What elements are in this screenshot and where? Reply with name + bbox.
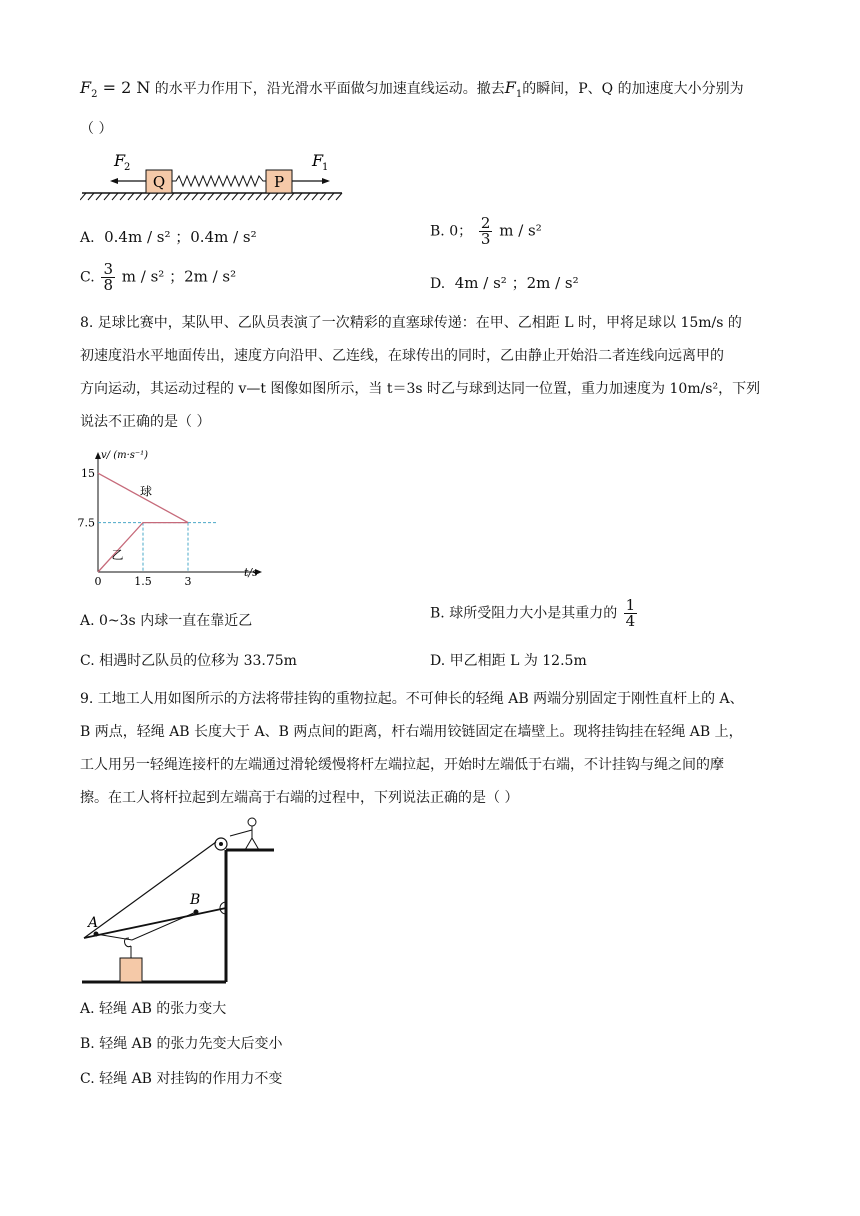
q9-line2: B 两点，轻绳 AB 长度大于 A、B 两点间的距离，杆右端用铰链固定在墙壁上。现将挂钩挂在轻绳 AB 上， <box>80 724 743 740</box>
q8-line2: 初速度沿水平地面传出，速度方向沿甲、乙连线，在球传出的同时，乙由静止开始沿二者连线向远离甲的 <box>80 348 724 364</box>
svg-text:2: 2 <box>124 162 131 173</box>
x-tick-label: 1.5 <box>134 575 152 586</box>
q9-option-c: C. 轻绳 AB 对挂钩的作用力不变 <box>80 1071 283 1087</box>
x-tick-label: 3 <box>184 575 192 586</box>
q8-line1: 8. 足球比赛中，某队甲、乙队员表演了一次精彩的直塞球传递：在甲、乙相距 L 时，甲将足球以 15m/s 的 <box>80 315 742 331</box>
y-tick-label: 7.5 <box>77 516 95 530</box>
q9-figure <box>80 810 290 990</box>
q9-line3: 工人用另一轻绳连接杆的左端通过滑轮缓慢将杆左端拉起，开始时左端低于右端，不计挂钩与绳之间的摩 <box>80 757 724 773</box>
x-tick-label: 0 <box>94 575 102 586</box>
q7-option-b: B. 0； $\frac{2}{3}$ m / s² <box>430 214 542 248</box>
spring <box>172 176 266 186</box>
q8-option-c: C. 相遇时乙队员的位移为 33.75m <box>80 653 297 669</box>
q7-answer-paren: （ ） <box>80 121 113 137</box>
q9-option-a: A. 轻绳 AB 的张力变大 <box>80 1001 227 1017</box>
y-axis-label: v/ (m·s⁻¹) <box>101 450 149 461</box>
label-b: B <box>190 892 201 908</box>
block-q-label: Q <box>152 173 166 191</box>
weight-block <box>120 958 142 982</box>
q8-option-a: A. 0~3s 内球一直在靠近乙 <box>80 613 253 629</box>
hook <box>125 938 132 958</box>
q7-figure <box>80 148 350 208</box>
ground-hatch <box>80 193 342 200</box>
block-p-label: P <box>273 173 285 191</box>
fraction: $\frac{2}{3}$ <box>480 214 491 248</box>
q7-line1: $F_2 = 2$ N 的水平力作用下，沿光滑水平面做匀加速直线运动。撤去$F_1$的瞬间，P、Q 的加速度大小分别为 <box>80 78 744 100</box>
fraction: $\frac{3}{8}$ <box>103 260 113 294</box>
rope-ab <box>96 912 196 940</box>
q8-line4: 说法不正确的是（ ） <box>80 414 211 430</box>
q7-option-a: A. 0.4m / s² ；0.4m / s² <box>80 228 257 246</box>
q9-line4: 擦。在工人将杆拉起到左端高于右端的过程中，下列说法正确的是（ ） <box>80 790 519 806</box>
q7-option-c: C. $\frac{3}{8}$ m / s² ；2m / s² <box>80 260 237 294</box>
fraction: $\frac{1}{4}$ <box>625 596 636 630</box>
q8-option-d: D. 甲乙相距 L 为 12.5m <box>430 653 587 669</box>
y-tick-label: 15 <box>81 467 95 481</box>
q7-option-d: D. 4m / s² ；2m / s² <box>430 274 579 292</box>
q8-vt-chart <box>76 446 266 586</box>
q8-line3: 方向运动，其运动过程的 v—t 图像如图所示，当 t＝3s 时乙与球到达同一位置，重力加速度为 10m/s²，下列 <box>80 381 761 397</box>
q9-line1: 9. 工地工人用如图所示的方法将带挂钩的重物拉起。不可伸长的轻绳 AB 两端分别固定于刚性直杆上的 A、 <box>80 691 744 707</box>
series-label-yi: 乙 <box>111 547 124 562</box>
q9-option-b: B. 轻绳 AB 的张力先变大后变小 <box>80 1036 283 1052</box>
q8-option-b: B. 球所受阻力大小是其重力的 $\frac{1}{4}$ <box>430 596 636 630</box>
svg-text:1: 1 <box>322 162 329 173</box>
q7-f2-symbol: F <box>80 78 92 97</box>
force-f2-label: F <box>114 151 126 170</box>
series-label-ball: 球 <box>140 484 153 499</box>
label-a: A <box>88 915 99 931</box>
force-f1-label: F <box>312 151 324 170</box>
worker-head <box>248 818 256 826</box>
x-axis-label: t/s <box>244 566 258 579</box>
